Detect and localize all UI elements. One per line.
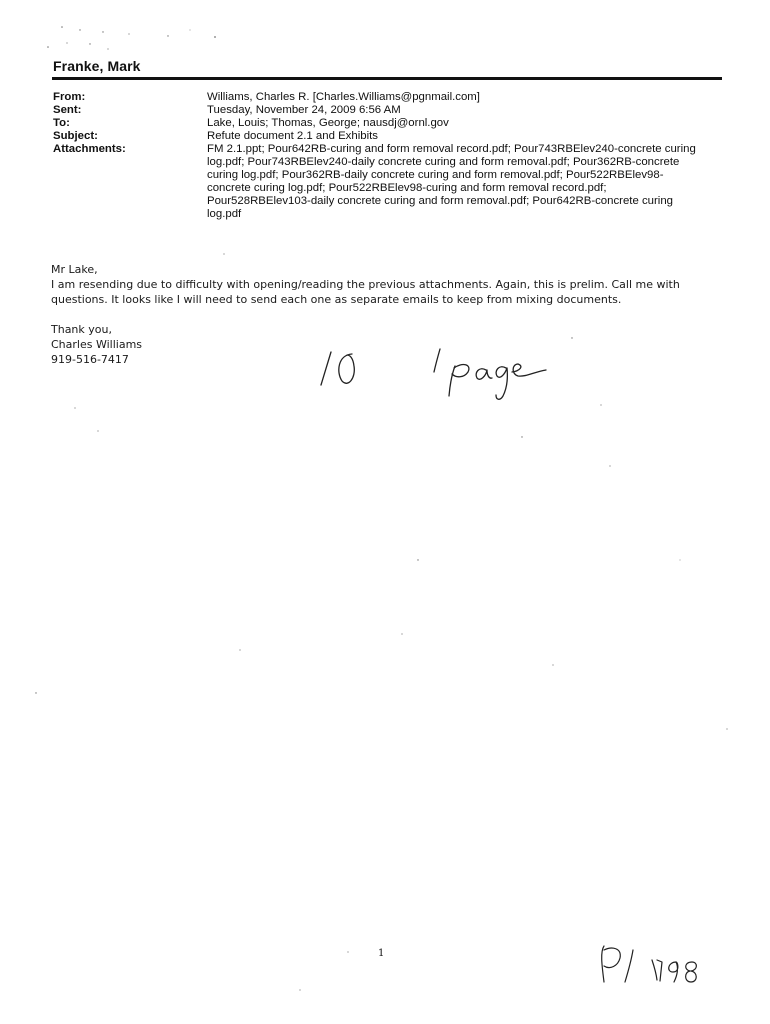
subject-label: Subject: xyxy=(53,130,98,142)
sent-row xyxy=(53,104,707,117)
to-value: Lake, Louis; Thomas, George; nausdj@ornl.gov xyxy=(207,117,449,129)
attachments-label: Attachments: xyxy=(53,143,126,155)
from-row xyxy=(53,91,707,104)
sent-label: Sent: xyxy=(53,104,82,116)
greeting: Mr Lake, xyxy=(51,263,98,276)
subject-value: Refute document 2.1 and Exhibits xyxy=(207,130,378,142)
from-value: Williams, Charles R. [Charles.Williams@pgnmail.com] xyxy=(207,91,480,103)
sent-value: Tuesday, November 24, 2009 6:56 AM xyxy=(207,104,401,116)
from-label: From: xyxy=(53,91,86,103)
paragraph-gap xyxy=(51,307,711,322)
to-row xyxy=(53,117,707,130)
header-rule xyxy=(52,77,722,80)
attachments-value: FM 2.1.ppt; Pour642RB-curing and form removal record.pdf; Pour743RBElev240-concrete curing log.pdf; Pour743RBElev240-daily concrete curing and form removal.pdf; Pour362RB-concrete curing log.pdf; Pour362RB-daily concrete curing and form removal.pdf; Pour522RBElev98-concrete curing log.pdf; Pour522RBElev98-curing and form removal record.pdf; Pour528RBElev103-daily concrete curing and form removal.pdf; Pour642RB-concrete curing log.pdf xyxy=(207,143,696,220)
page-number: 1 xyxy=(378,948,385,959)
message: I am resending due to difficulty with opening/reading the previous attachments. Again, this is prelim. Call me with questions. It looks like I will need to send each one as separate emails to keep from mixing documents. xyxy=(51,278,680,306)
attachments-row xyxy=(53,143,707,221)
sender-phone: 919-516-7417 xyxy=(51,353,129,366)
email-header xyxy=(53,91,707,221)
sender-name: Charles Williams xyxy=(51,338,143,351)
email-body xyxy=(51,262,711,367)
to-label: To: xyxy=(53,117,70,129)
subject-row xyxy=(53,130,707,143)
mailbox-owner: Franke, Mark xyxy=(53,58,141,74)
closing: Thank you, xyxy=(51,323,112,336)
